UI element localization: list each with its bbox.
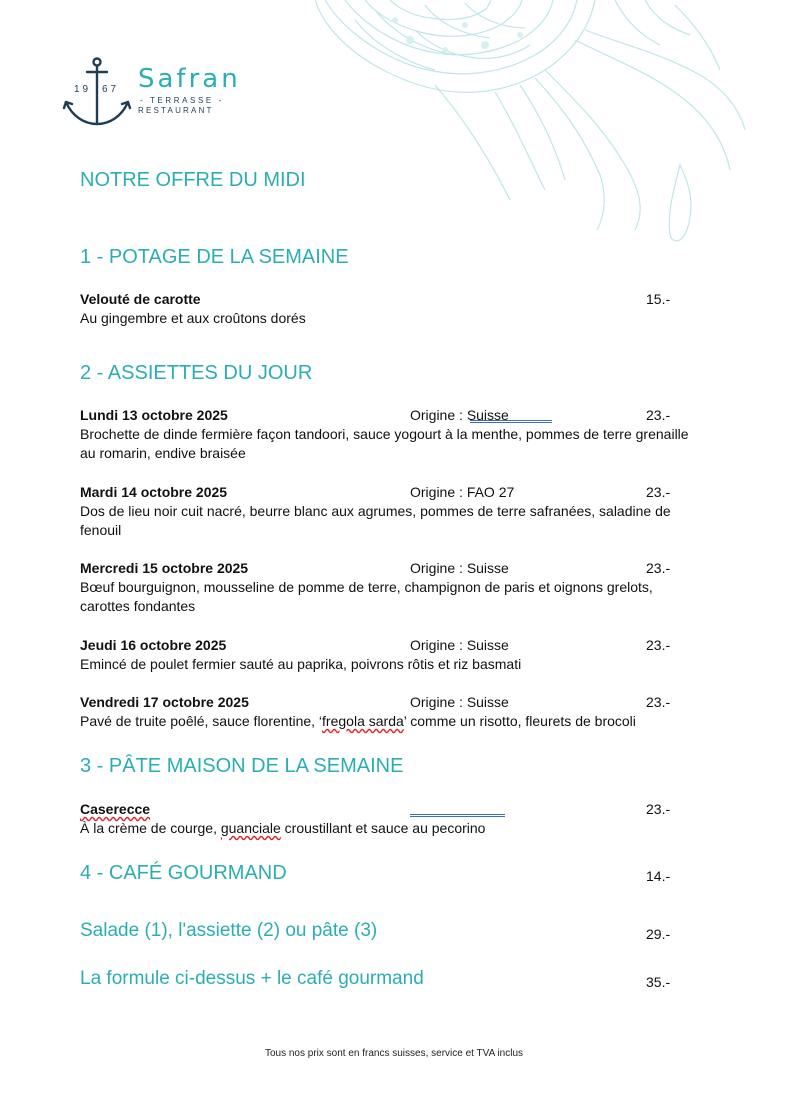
section-heading-potage: 1 - POTAGE DE LA SEMAINE — [80, 246, 349, 268]
formule-price-2: 35.- — [646, 974, 671, 990]
origin-label: Origine : Suisse — [410, 407, 509, 423]
logo-year-left: 19 — [74, 84, 92, 95]
dish-description: Emincé de poulet fermier sauté au paprika, poivrons rôtis et riz basmati — [80, 656, 522, 672]
day-label: Mardi 14 octobre 2025 — [80, 484, 228, 500]
field-underline — [470, 420, 552, 423]
day-label: Mercredi 15 octobre 2025 — [80, 560, 249, 576]
dish-price: 23.- — [646, 637, 671, 653]
logo-subtitle-restaurant: RESTAURANT — [138, 106, 214, 115]
potage-price: 15.- — [646, 291, 671, 307]
section-heading-pate: 3 - PÂTE MAISON DE LA SEMAINE — [80, 755, 404, 777]
dish-price: 23.- — [646, 407, 671, 423]
formule-line-1: Salade (1), l'assiette (2) ou pâte (3) — [80, 920, 378, 941]
jellyfish-illustration — [315, 0, 755, 245]
pate-price: 23.- — [646, 801, 671, 817]
pate-description: À la crème de courge, guanciale croustillant et sauce au pecorino — [80, 820, 486, 836]
restaurant-logo — [62, 56, 252, 128]
day-label: Jeudi 16 octobre 2025 — [80, 637, 227, 653]
section-heading-cafe: 4 - CAFÉ GOURMAND — [80, 862, 287, 884]
logo-year-right: 67 — [102, 84, 120, 95]
dish-description: Pavé de truite poêlé, sauce florentine, ‘fregola sarda’ comme un risotto, fleurets de brocoli — [80, 713, 636, 729]
dish-description: Bœuf bourguignon, mousseline de pomme de terre, champignon de paris et oignons grelots, carottes fondantes — [80, 579, 653, 614]
origin-label: Origine : Suisse — [410, 560, 509, 576]
logo-brand-name: Safran — [138, 64, 241, 94]
dish-price: 23.- — [646, 694, 671, 710]
dish-price: 23.- — [646, 560, 671, 576]
dish-description: Brochette de dinde fermière façon tandoori, sauce yogourt à la menthe, pommes de terre grenaille au romarin, endive braisée — [80, 426, 689, 461]
origin-label: Origine : Suisse — [410, 637, 509, 653]
potage-name: Velouté de carotte — [80, 291, 201, 307]
cafe-price: 14.- — [646, 868, 671, 884]
logo-subtitle-terrasse: - TERRASSE - — [140, 96, 224, 105]
formule-line-2: La formule ci-dessus + le café gourmand — [80, 968, 424, 989]
field-underline — [410, 814, 505, 817]
potage-description: Au gingembre et aux croûtons dorés — [80, 310, 306, 326]
dish-price: 23.- — [646, 484, 671, 500]
day-label: Lundi 13 octobre 2025 — [80, 407, 228, 423]
section-heading-assiettes: 2 - ASSIETTES DU JOUR — [80, 362, 313, 384]
page-title: NOTRE OFFRE DU MIDI — [80, 169, 306, 191]
origin-label: Origine : FAO 27 — [410, 484, 515, 500]
footer-note: Tous nos prix sont en francs suisses, service et TVA inclus — [264, 1048, 524, 1059]
formule-price-1: 29.- — [646, 926, 671, 942]
pate-name: Caserecce — [80, 801, 151, 817]
dish-description: Dos de lieu noir cuit nacré, beurre blanc aux agrumes, pommes de terre safranées, saladine de fenouil — [80, 503, 671, 538]
day-label: Vendredi 17 octobre 2025 — [80, 694, 249, 710]
origin-label: Origine : Suisse — [410, 694, 509, 710]
anchor-icon — [62, 56, 132, 128]
